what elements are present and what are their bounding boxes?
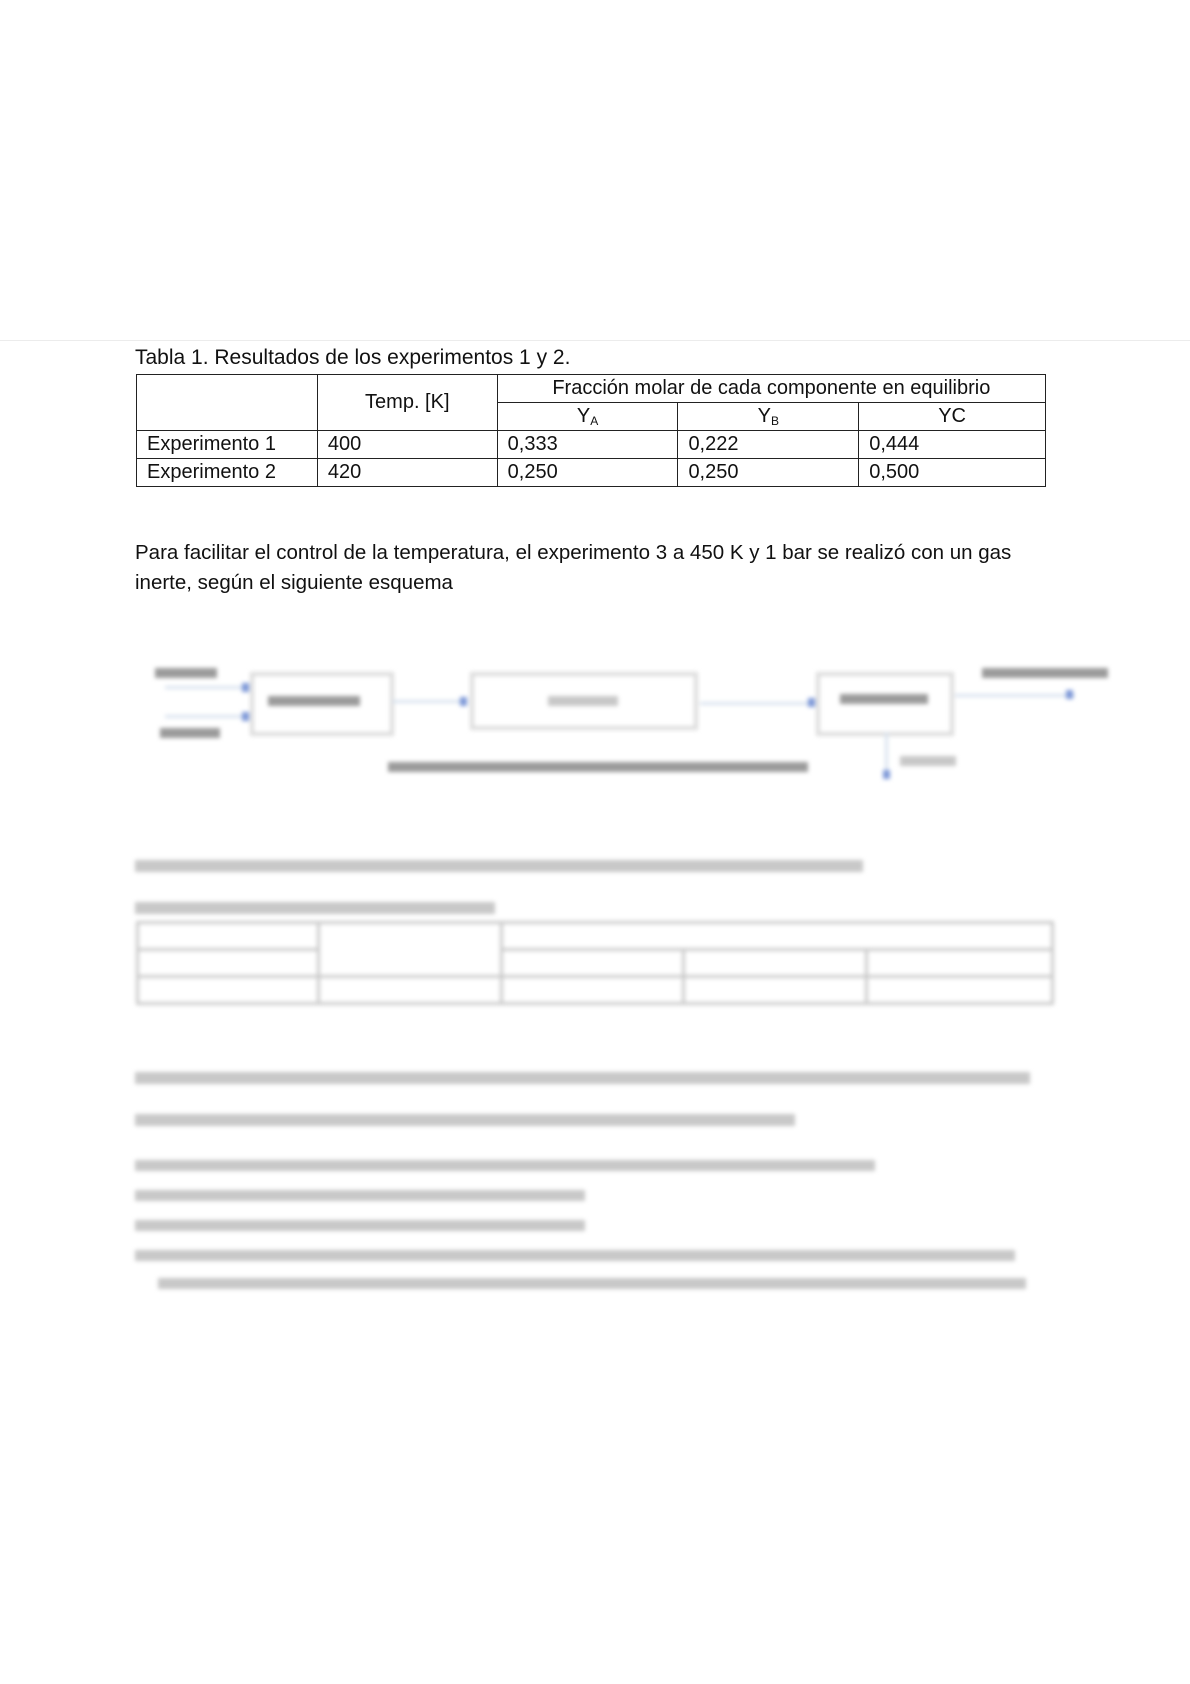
label-blurred [268, 696, 360, 706]
label-blurred [900, 756, 956, 766]
table1-header-ya: $Y_A$ [497, 403, 678, 431]
row-yb: 0,222 [678, 431, 859, 459]
blurred-questions [0, 1050, 1190, 1330]
arrow-head-icon [242, 683, 249, 692]
label-blurred [155, 668, 217, 678]
list-item-blurred [135, 1220, 585, 1231]
stream-line [700, 702, 810, 705]
intro-paragraph: Para facilitar el control de la temperatura, el experimento 3 a 450 K y 1 bar se realizó con un gas inerte, según el siguiente esquema [135, 541, 1012, 594]
table1-header-yc: YC [859, 403, 1046, 431]
row-yb: 0,250 [678, 459, 859, 487]
arrow-head-icon [883, 770, 890, 779]
table2-caption-blurred [135, 902, 495, 914]
text-line-blurred [135, 1114, 795, 1126]
table2-blurred [136, 921, 1054, 1005]
list-item-blurred [135, 1250, 1015, 1261]
list-item-blurred [135, 1190, 585, 1201]
label-blurred [548, 696, 618, 706]
row-yc: 0,500 [859, 459, 1046, 487]
feed-line [165, 686, 245, 689]
row-ya: 0,333 [497, 431, 678, 459]
row-label: Experimento 1 [137, 431, 318, 459]
row-yc: 0,444 [859, 431, 1046, 459]
table1-header-group: Fracción molar de cada componente en equilibrio [497, 375, 1045, 403]
stream-line [392, 700, 464, 703]
table1-header-yb: $Y_B$ [678, 403, 859, 431]
arrow-head-icon [1066, 690, 1073, 699]
arrow-head-icon [242, 712, 249, 721]
label-blurred [840, 694, 928, 704]
inert-line [885, 732, 888, 772]
label-blurred [982, 668, 1108, 678]
row-label: Experimento 2 [137, 459, 318, 487]
figure-caption-blurred [388, 762, 808, 772]
table1-header-temp: Temp. [K] [317, 375, 497, 431]
text-line-blurred [135, 1072, 1030, 1084]
row-temp: 400 [317, 431, 497, 459]
separator-box [816, 672, 954, 736]
label-blurred [160, 728, 220, 738]
arrow-head-icon [808, 698, 815, 707]
list-item-blurred [135, 1160, 875, 1171]
product-line [955, 694, 1075, 697]
process-diagram [0, 0, 1190, 800]
feed-line [165, 715, 245, 718]
row-temp: 420 [317, 459, 497, 487]
text-line-blurred [135, 860, 863, 872]
row-ya: 0,250 [497, 459, 678, 487]
arrow-head-icon [460, 697, 467, 706]
table1-caption: Tabla 1. Resultados de los experimentos 1 y 2. [135, 346, 571, 369]
list-item-blurred [158, 1278, 1026, 1289]
